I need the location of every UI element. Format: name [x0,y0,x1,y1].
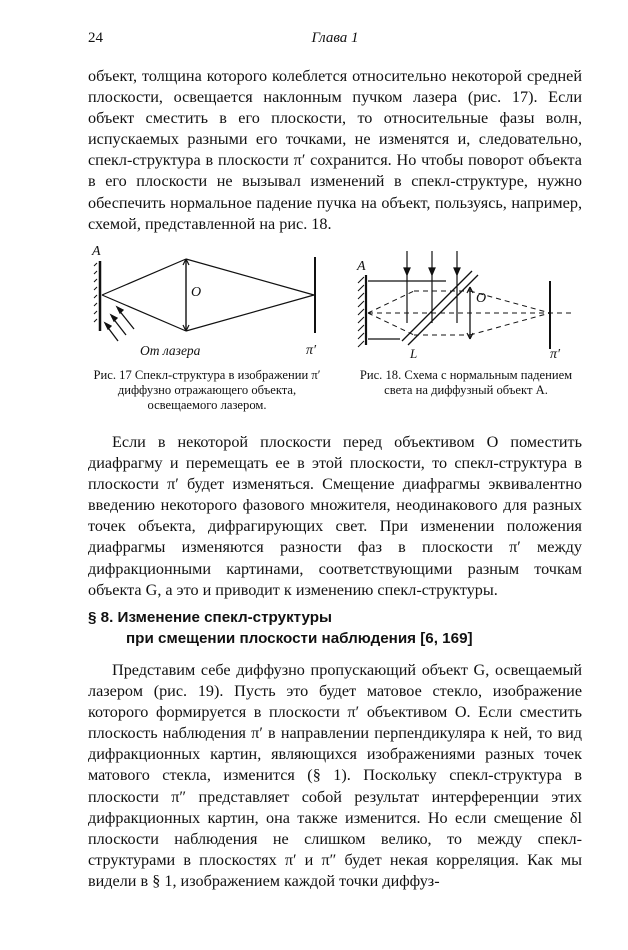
paragraph-1: объект, толщина которого колеблется относительно некоторой средней плоскости, освещается наклонным пучком лазера (рис. 17). Если объект сместить в его плоскости, то относительные фазы волн, испускаемых разными его точками, не изменятся и, следовательно, спекл-структура в плоскости π′ сохранится. Но чтобы поворот объекта в его плоскости не вызывал изменений в спекл-структуре, нужно обеспечить нормальное падение пучка на объект, пользуясь, например, схемой, представленной на рис. 18. [88,67,582,233]
section-heading-line-1: § 8. Изменение спекл-структуры [88,609,332,626]
figure-18-diagram [350,243,590,363]
section-heading [88,607,582,649]
page-header [88,30,582,50]
section-heading-line-2: при смещении плоскости наблюдения [6, 169] [126,630,473,647]
figure-17-diagram [88,243,338,363]
figure-17-label-pi: π′ [306,343,317,358]
paragraph-3: Представим себе диффузно пропускающий объект G, освещаемый лазером (рис. 19). Пусть это будет матовое стекло, изображение которого формируется в плоскости π′ объективом O. Если сместить плоскость наблюдения π′ в направлении перпендикуляра к ней, то вид дифракционных картин, являющихся изображениями разных точек матового стекла, изменится (§ 1). Поскольку спекл-структура в плоскости π″ представляет собой результат интерференции этих дифракционных картин, она также изменится. Но если смещение δl плоскости наблюдения не слишком велико, то между спекл-структурами в плоскостях π′ и π″ будет некая корреляция. Как мы видели в § 1, изображением каждой точки диффуз- [88,661,582,890]
figure-18-label-l: L [410,346,418,361]
figure-18-label-pi: π′ [550,347,561,362]
figure-17-label-laser: От лазера [140,343,201,358]
figure-17-label-o: O [191,285,202,300]
running-head: Глава 1 [311,30,359,46]
figure-18-label-a: A [357,259,366,274]
page-number: 24 [88,30,103,46]
figure-17-label-a: A [92,244,101,259]
figure-17-caption: Рис. 17 Спекл-структура в изображении π′ диффузно отражающего объекта, освещаемого лазером. [93,368,321,412]
paragraph-2: Если в некоторой плоскости перед объективом O поместить диафрагму и перемещать ее в этой плоскости, то спекл-структура в плоскости π′ будет изменяться. Смещение диафрагмы эквивалентно введению некоторого фазового множителя, неодинакового для разных точек объекта, дифрагирующих свет. При изменении положения диафрагмы изменяются разности фаз в плоскости π′ между дифракционными картинами, соответствующими разным точкам объекта G, а это и приводит к изменению спекл-структуры. [88,433,582,599]
figures [88,243,582,433]
figure-18-label-o: O [476,291,487,306]
figure-18-caption: Рис. 18. Схема с нормальным падением света на диффузный объект A. [359,368,573,397]
